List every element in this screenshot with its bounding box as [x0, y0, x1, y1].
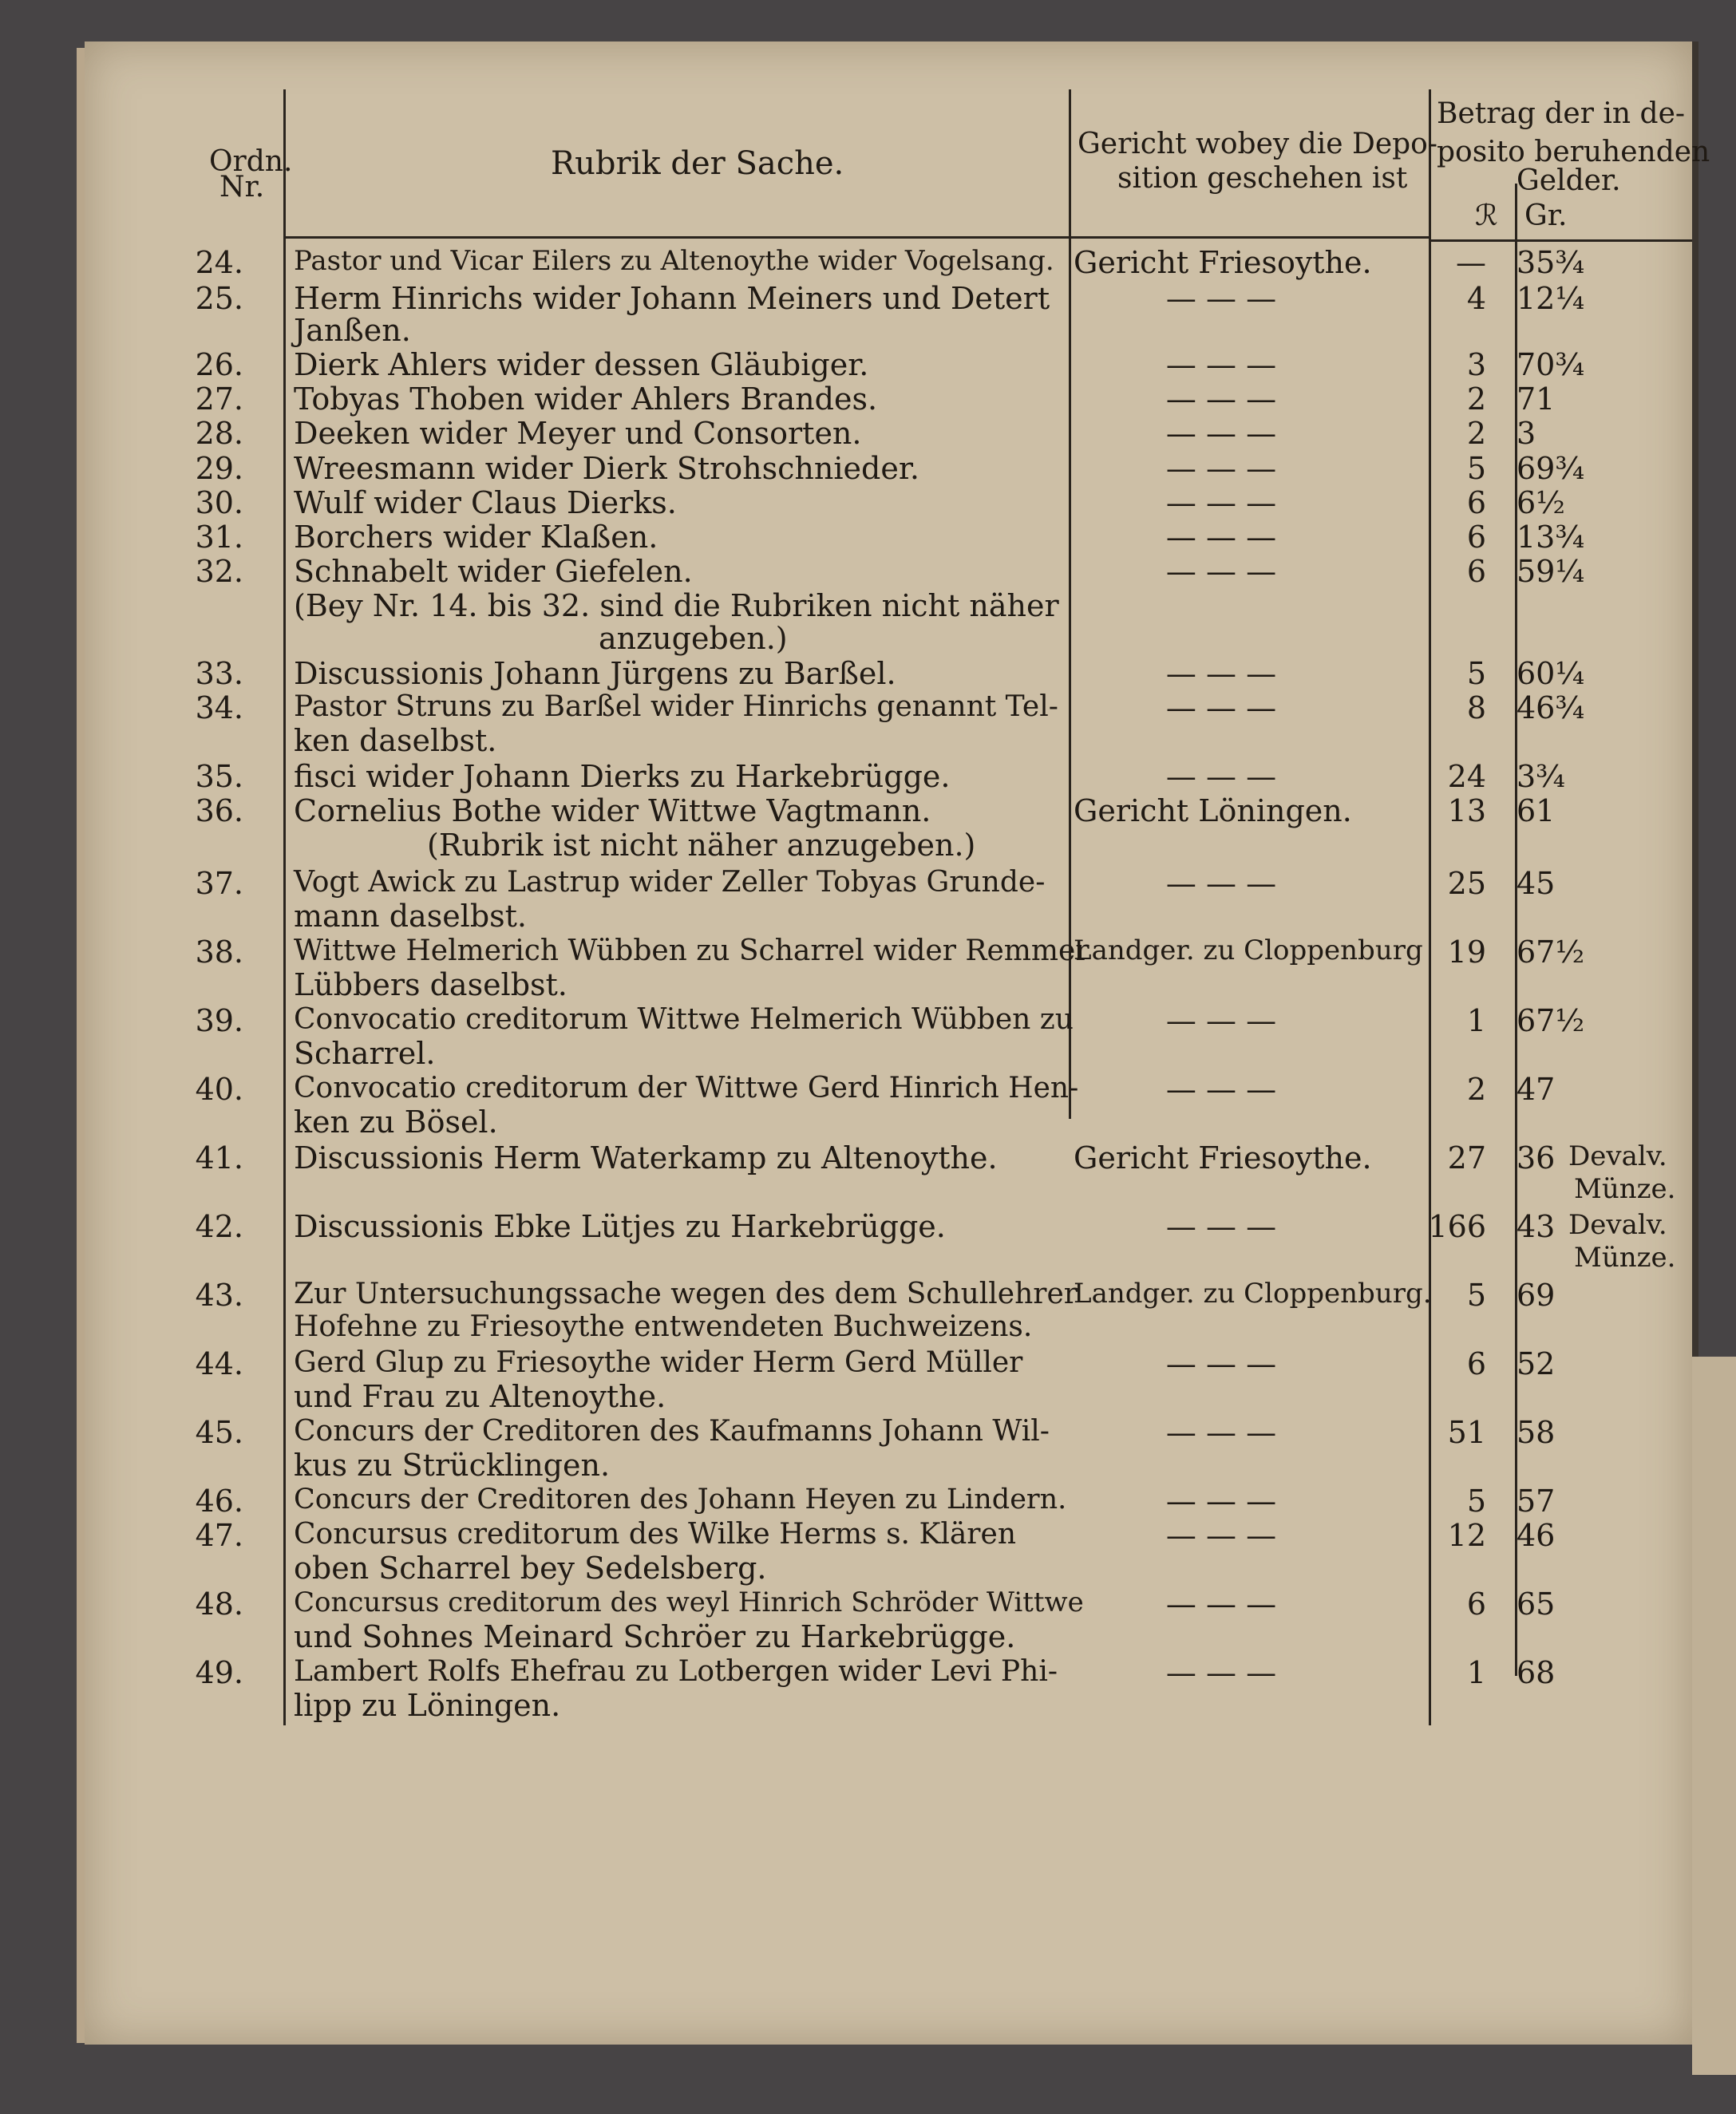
row-gr-35: 3¾ — [1517, 759, 1566, 794]
row-rubrik-40-cont: ken zu Bösel. — [294, 1104, 498, 1140]
row-rthl-41: 27 — [1447, 1140, 1486, 1176]
row-rthl-37: 25 — [1447, 866, 1486, 901]
row-rthl-43: 5 — [1466, 1278, 1486, 1313]
row-rubrik-35: fisci wider Johann Dierks zu Harkebrügge. — [294, 759, 951, 794]
row-gericht-39: — — — — [1165, 1003, 1277, 1038]
note-devalv-41: Devalv. — [1568, 1140, 1667, 1172]
row-rthl-48: 6 — [1466, 1586, 1486, 1622]
header-reichsthaler: ℛ — [1475, 200, 1498, 232]
row-gericht-46: — — — — [1165, 1484, 1277, 1519]
header-gericht-line2: sition geschehen ist — [1117, 162, 1408, 195]
row-gericht-49: — — — — [1165, 1655, 1277, 1690]
row-rubrik-25-cont: Janßen. — [294, 313, 411, 348]
row-nr-27: 27. — [195, 381, 243, 417]
row-nr-36: 36. — [195, 793, 243, 828]
row-gr-33: 60¼ — [1517, 656, 1585, 691]
row-rthl-39: 1 — [1466, 1003, 1486, 1038]
row-gr-46: 57 — [1517, 1484, 1556, 1519]
row-nr-41: 41. — [195, 1140, 243, 1176]
row-rthl-30: 6 — [1466, 485, 1486, 520]
row-gericht-24: Gericht Friesoythe. — [1074, 245, 1372, 280]
row-gericht-34: — — — — [1165, 690, 1277, 725]
header-betrag-line3: Gelder. — [1517, 164, 1621, 197]
row-gericht-48: — — — — [1165, 1586, 1277, 1622]
note-devalv-42: Devalv. — [1568, 1209, 1667, 1241]
row-rthl-31: 6 — [1466, 520, 1486, 555]
row-gr-48: 65 — [1517, 1586, 1556, 1622]
row-gericht-27: — — — — [1165, 381, 1277, 417]
row-rubrik-39: Convocatio creditorum Wittwe Helmerich Wübben zu — [294, 1003, 1074, 1036]
row-gericht-26: — — — — [1165, 347, 1277, 382]
row-rubrik-36-note: (Rubrik ist nicht näher anzugeben.) — [427, 828, 976, 863]
row-nr-39: 39. — [195, 1003, 243, 1038]
row-rubrik-25: Herm Hinrichs wider Johann Meiners und Detert — [294, 281, 1050, 316]
header-betrag-line1: Betrag der in de- — [1437, 97, 1686, 130]
header-groschen: Gr. — [1524, 200, 1568, 232]
row-rubrik-28: Deeken wider Meyer und Consorten. — [294, 416, 862, 451]
row-rubrik-44: Gerd Glup zu Friesoythe wider Herm Gerd Müller — [294, 1346, 1023, 1379]
row-gericht-38: Landger. zu Cloppenburg — [1074, 935, 1423, 966]
row-nr-44: 44. — [195, 1346, 243, 1381]
row-nr-46: 46. — [195, 1484, 243, 1519]
note-rubriken-line1: (Bey Nr. 14. bis 32. sind die Rubriken nicht näher — [294, 588, 1059, 623]
row-gericht-45: — — — — [1165, 1415, 1277, 1450]
row-rthl-40: 2 — [1466, 1072, 1486, 1107]
row-rubrik-33: Discussionis Johann Jürgens zu Barßel. — [294, 656, 896, 691]
header-rule-betrag — [1429, 239, 1692, 242]
row-gericht-36: Gericht Löningen. — [1074, 793, 1352, 828]
row-rthl-27: 2 — [1466, 381, 1486, 417]
header-nr: Nr. — [219, 171, 265, 203]
note-muenze-42: Münze. — [1574, 1242, 1676, 1274]
row-gr-47: 46 — [1517, 1518, 1556, 1553]
row-rthl-34: 8 — [1466, 690, 1486, 725]
row-gr-29: 69¾ — [1517, 451, 1585, 486]
row-nr-42: 42. — [195, 1209, 243, 1244]
row-rubrik-47-cont: oben Scharrel bey Sedelsberg. — [294, 1551, 767, 1586]
header-rubrik: Rubrik der Sache. — [551, 145, 844, 182]
row-nr-38: 38. — [195, 935, 243, 970]
row-rubrik-27: Tobyas Thoben wider Ahlers Brandes. — [294, 381, 878, 417]
row-rubrik-41: Discussionis Herm Waterkamp zu Altenoythe. — [294, 1140, 998, 1176]
row-rthl-35: 24 — [1447, 759, 1486, 794]
row-nr-29: 29. — [195, 451, 243, 486]
row-gericht-41: Gericht Friesoythe. — [1074, 1140, 1372, 1176]
row-rthl-26: 3 — [1466, 347, 1486, 382]
row-gr-36: 61 — [1517, 793, 1556, 828]
column-rule-left — [283, 89, 286, 1725]
row-nr-45: 45. — [195, 1415, 243, 1450]
row-nr-31: 31. — [195, 520, 243, 555]
row-nr-35: 35. — [195, 759, 243, 794]
row-rubrik-31: Borchers wider Klaßen. — [294, 520, 658, 555]
row-rthl-24: — — [1456, 245, 1486, 280]
note-rubriken-line2: anzugeben.) — [599, 621, 788, 656]
row-nr-26: 26. — [195, 347, 243, 382]
row-rubrik-34-cont: ken daselbst. — [294, 723, 497, 758]
row-nr-24: 24. — [195, 245, 243, 280]
row-rubrik-44-cont: und Frau zu Altenoythe. — [294, 1379, 666, 1414]
row-rthl-49: 1 — [1466, 1655, 1486, 1690]
row-rthl-25: 4 — [1466, 281, 1486, 316]
row-gr-24: 35¾ — [1517, 245, 1585, 280]
header-gericht-line1: Gericht wobey die Depo- — [1078, 128, 1438, 160]
row-gr-28: 3 — [1517, 416, 1536, 451]
row-gericht-44: — — — — [1165, 1346, 1277, 1381]
row-rubrik-34: Pastor Struns zu Barßel wider Hinrichs genannt Tel- — [294, 690, 1058, 723]
row-nr-28: 28. — [195, 416, 243, 451]
row-nr-40: 40. — [195, 1072, 243, 1107]
row-nr-37: 37. — [195, 866, 243, 901]
row-rubrik-39-cont: Scharrel. — [294, 1036, 436, 1071]
row-nr-32: 32. — [195, 554, 243, 589]
row-gericht-31: — — — — [1165, 520, 1277, 555]
row-rthl-44: 6 — [1466, 1346, 1486, 1381]
row-rubrik-49-cont: lipp zu Löningen. — [294, 1688, 561, 1723]
row-rthl-28: 2 — [1466, 416, 1486, 451]
row-nr-25: 25. — [195, 281, 243, 316]
row-gr-40: 47 — [1517, 1072, 1556, 1107]
row-rthl-47: 12 — [1447, 1518, 1486, 1553]
row-gericht-35: — — — — [1165, 759, 1277, 794]
row-rubrik-29: Wreesmann wider Dierk Strohschnieder. — [294, 451, 919, 486]
row-rubrik-43: Zur Untersuchungssache wegen des dem Schullehrer — [294, 1278, 1078, 1310]
row-nr-49: 49. — [195, 1655, 243, 1690]
next-page-edge — [1692, 1357, 1736, 2075]
header-rule-main — [283, 236, 1429, 239]
row-rubrik-47: Concursus creditorum des Wilke Herms s. Klären — [294, 1518, 1017, 1551]
row-gr-39: 67½ — [1517, 1003, 1585, 1038]
row-gericht-25: — — — — [1165, 281, 1277, 316]
row-rubrik-38-cont: Lübbers daselbst. — [294, 967, 567, 1002]
row-rthl-32: 6 — [1466, 554, 1486, 589]
row-gr-32: 59¼ — [1517, 554, 1585, 589]
row-gr-49: 68 — [1517, 1655, 1556, 1690]
row-gr-38: 67½ — [1517, 935, 1585, 970]
row-nr-48: 48. — [195, 1586, 243, 1622]
row-gr-27: 71 — [1517, 381, 1556, 417]
row-rubrik-45-cont: kus zu Strücklingen. — [294, 1448, 611, 1483]
row-rubrik-24: Pastor und Vicar Eilers zu Altenoythe wider Vogelsang. — [294, 245, 1054, 277]
row-gericht-33: — — — — [1165, 656, 1277, 691]
row-gr-42: 43 — [1517, 1209, 1556, 1244]
row-gr-41: 36 — [1517, 1140, 1556, 1176]
row-rubrik-30: Wulf wider Claus Dierks. — [294, 485, 677, 520]
row-rthl-29: 5 — [1466, 451, 1486, 486]
row-rthl-36: 13 — [1447, 793, 1486, 828]
row-rubrik-46: Concurs der Creditoren des Johann Heyen zu Lindern. — [294, 1484, 1067, 1515]
row-gr-31: 13¾ — [1517, 520, 1585, 555]
row-gericht-29: — — — — [1165, 451, 1277, 486]
row-gr-25: 12¼ — [1517, 281, 1585, 316]
row-rubrik-48-cont: und Sohnes Meinard Schröer zu Harkebrügge. — [294, 1619, 1016, 1654]
row-gr-43: 69 — [1517, 1278, 1556, 1313]
note-muenze-41: Münze. — [1574, 1173, 1676, 1205]
header-betrag-line2: posito beruhenden — [1437, 136, 1710, 168]
row-gericht-32: — — — — [1165, 554, 1277, 589]
row-rubrik-26: Dierk Ahlers wider dessen Gläubiger. — [294, 347, 869, 382]
row-rubrik-38: Wittwe Helmerich Wübben zu Scharrel wider Remmer — [294, 935, 1089, 967]
row-gr-34: 46¾ — [1517, 690, 1585, 725]
row-gericht-37: — — — — [1165, 866, 1277, 901]
row-nr-30: 30. — [195, 485, 243, 520]
row-gericht-47: — — — — [1165, 1518, 1277, 1553]
row-nr-33: 33. — [195, 656, 243, 691]
row-rubrik-42: Discussionis Ebke Lütjes zu Harkebrügge. — [294, 1209, 946, 1244]
row-gericht-43: Landger. zu Cloppenburg. — [1074, 1278, 1432, 1310]
row-gericht-30: — — — — [1165, 485, 1277, 520]
row-rubrik-37-cont: mann daselbst. — [294, 899, 528, 934]
row-rthl-38: 19 — [1447, 935, 1486, 970]
row-gr-26: 70¾ — [1517, 347, 1585, 382]
row-rubrik-49: Lambert Rolfs Ehefrau zu Lotbergen wider Levi Phi- — [294, 1655, 1058, 1688]
row-gr-44: 52 — [1517, 1346, 1556, 1381]
row-rubrik-32: Schnabelt wider Giefelen. — [294, 554, 693, 589]
row-rthl-42: 166 — [1428, 1209, 1486, 1244]
row-gr-30: 6½ — [1517, 485, 1566, 520]
row-rubrik-37: Vogt Awick zu Lastrup wider Zeller Tobyas Grunde- — [294, 866, 1046, 899]
row-rubrik-43-cont: Hofehne zu Friesoythe entwendeten Buchweizens. — [294, 1310, 1033, 1343]
row-rubrik-40: Convocatio creditorum der Wittwe Gerd Hinrich Hen- — [294, 1072, 1079, 1104]
row-gericht-28: — — — — [1165, 416, 1277, 451]
row-nr-43: 43. — [195, 1278, 243, 1313]
row-rubrik-36: Cornelius Bothe wider Wittwe Vagtmann. — [294, 793, 931, 828]
row-rubrik-45: Concurs der Creditoren des Kaufmanns Johann Wil- — [294, 1415, 1050, 1448]
row-rthl-46: 5 — [1466, 1484, 1486, 1519]
row-nr-34: 34. — [195, 690, 243, 725]
row-nr-47: 47. — [195, 1518, 243, 1553]
header-ordn: Ordn. — [209, 145, 293, 178]
row-gericht-40: — — — — [1165, 1072, 1277, 1107]
row-rthl-33: 5 — [1466, 656, 1486, 691]
row-gr-37: 45 — [1517, 866, 1556, 901]
row-rthl-45: 51 — [1447, 1415, 1486, 1450]
row-gr-45: 58 — [1517, 1415, 1556, 1450]
column-rule-betrag — [1429, 89, 1431, 1725]
row-rubrik-48: Concursus creditorum des weyl Hinrich Schröder Wittwe — [294, 1586, 1084, 1618]
row-gericht-42: — — — — [1165, 1209, 1277, 1244]
